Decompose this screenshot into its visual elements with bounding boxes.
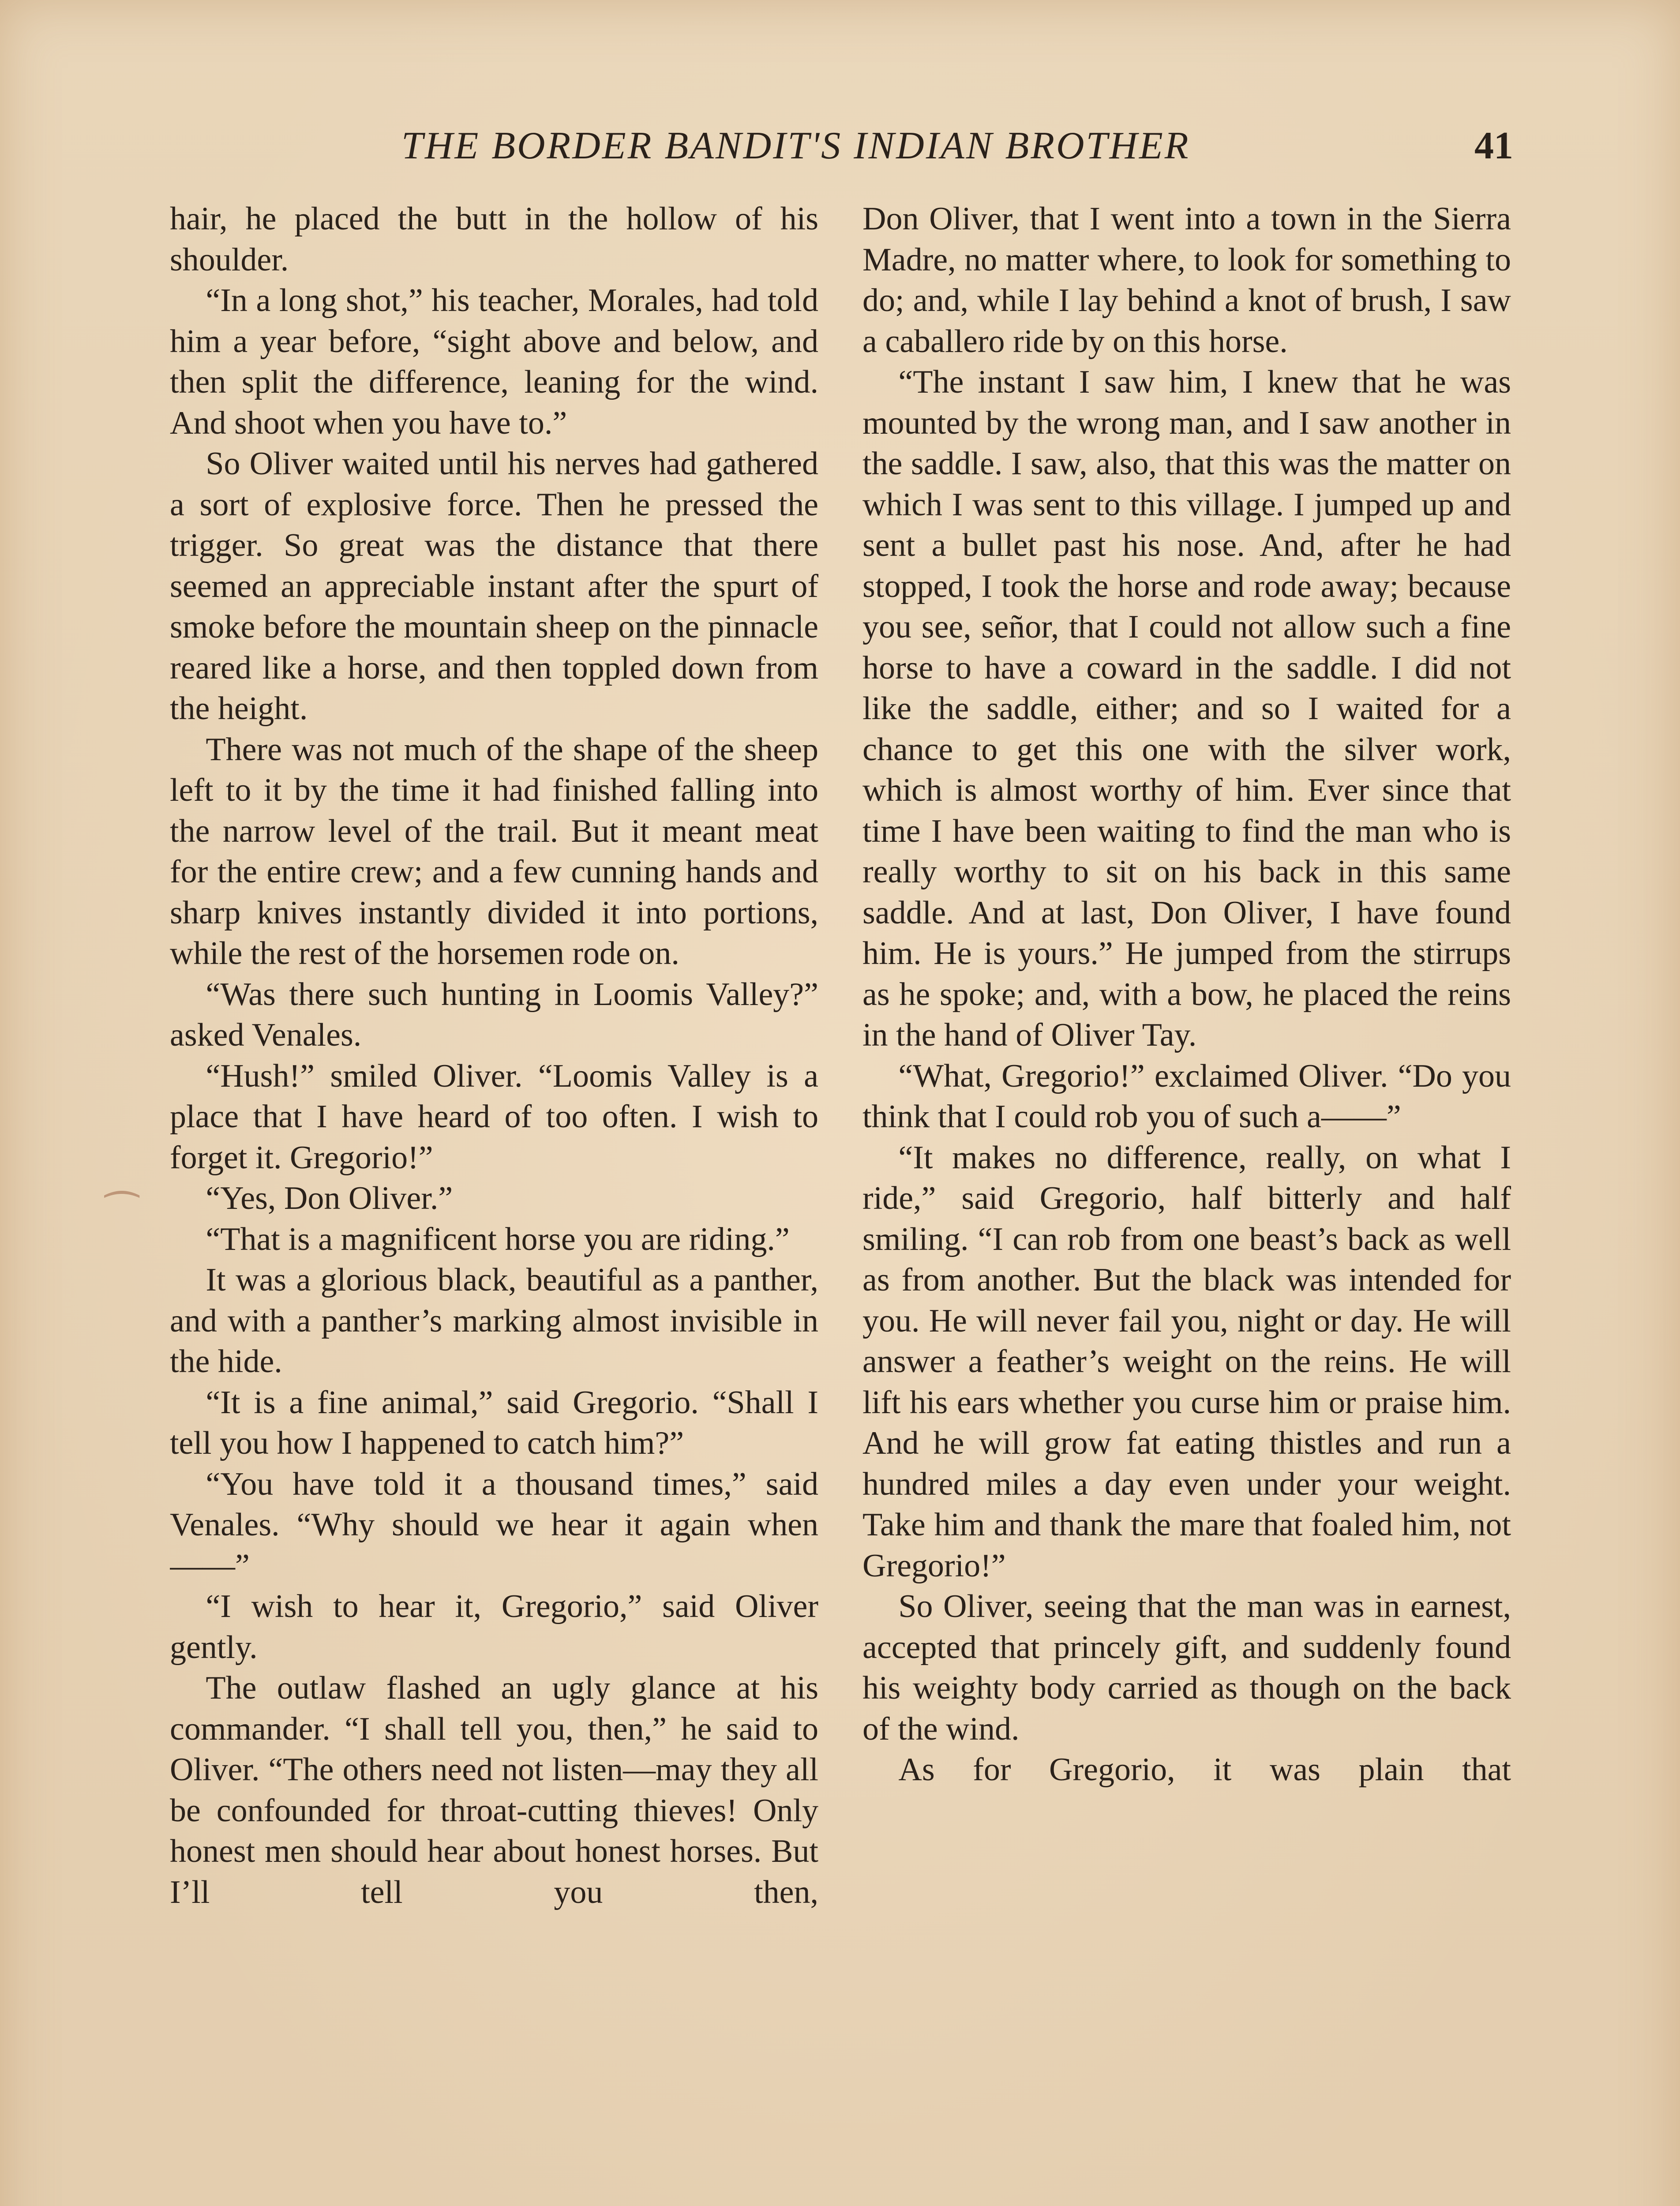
paragraph: It was a glorious black, beautiful as a panther, and with a panther’s marking almost invisible in the hide.: [170, 1262, 818, 1380]
paragraph: As for Gregorio, it was plain that: [898, 1752, 1511, 1788]
paragraph: “Yes, Don Oliver.”: [206, 1180, 453, 1216]
paragraph: “I wish to hear it, Gregorio,” said Oliver gently.: [170, 1588, 818, 1666]
margin-mark: ⁀: [106, 1193, 138, 1237]
paragraph: “What, Gregorio!” exclaimed Oliver. “Do you think that I could rob you of such a——”: [862, 1058, 1511, 1135]
paragraph: “That is a magnificent horse you are riding.”: [206, 1221, 790, 1257]
paragraph: “Hush!” smiled Oliver. “Loomis Valley is a place that I have heard of too often. I wish to forget it. Gregorio!”: [170, 1058, 818, 1176]
paragraph: “Was there such hunting in Loomis Valley?” asked Venales.: [170, 976, 818, 1053]
paragraph: “It makes no difference, really, on what I ride,” said Gregorio, half bitterly and half smiling. “I can rob from one beast’s back as well as from another. But the black was intended for you. He will never fail you, night or day. He will answer a feather’s weight on the reins. He will lift his ears whether you curse him or praise him. And he will grow fat eating thistles and run a hundred miles a day even under your weight. Take him and thank the mare that foaled him, not Gregorio!”: [862, 1139, 1511, 1584]
page-header: [176, 124, 1513, 176]
paragraph: Don Oliver, that I went into a town in the Sierra Madre, no matter where, to look for something to do; and, while I lay behind a knot of brush, I saw a caballero ride by on this horse.: [862, 201, 1511, 360]
paragraph: So Oliver waited until his nerves had gathered a sort of explosive force. Then he pressed the trigger. So great was the distance that there seemed an appreciable instant after the spurt of smoke before the mountain sheep on the pinnacle reared like a horse, and then toppled down from the height.: [170, 446, 818, 727]
paragraph: hair, he placed the butt in the hollow of his shoulder.: [170, 201, 818, 278]
paragraph: “You have told it a thousand times,” said Venales. “Why should we hear it again when——”: [170, 1466, 818, 1584]
page-number: 41: [1474, 124, 1513, 167]
paragraph: The outlaw flashed an ugly glance at his commander. “I shall tell you, then,” he said to Oliver. “The others need not listen—may they all be confounded for throat-cutting thieves! Only honest men should hear about honest horses. But I’ll tell you then,: [170, 1670, 818, 1910]
paragraph: “The instant I saw him, I knew that he was mounted by the wrong man, and I saw another in the saddle. I saw, also, that this was the matter on which I was sent to this village. I jumped up and sent a bullet past his nose. And, after he had stopped, I took the horse and rode away; because you see, señor, that I could not allow such a fine horse to have a coward in the saddle. I did not like the saddle, either; and so I waited for a chance to get this one with the silver work, which is almost worthy of him. Ever since that time I have been waiting to find the man who is really worthy to sit on his back in this same saddle. And at last, Don Oliver, I have found him. He is yours.” He jumped from the stirrups as he spoke; and, with a bow, he placed the reins in the hand of Oliver Tay.: [862, 364, 1511, 1053]
paragraph: “It is a fine animal,” said Gregorio. “Shall I tell you how I happened to catch him?”: [170, 1384, 818, 1461]
paragraph: “In a long shot,” his teacher, Morales, had told him a year before, “sight above and below, and then split the difference, leaning for the wind. And shoot when you have to.”: [170, 282, 818, 441]
paragraph: There was not much of the shape of the sheep left to it by the time it had finished falling into the narrow level of the trail. But it meant meat for the entire crew; and a few cunning hands and sharp knives instantly divided it into portions, while the rest of the horsemen rode on.: [170, 731, 818, 972]
right-text-column: [862, 199, 1511, 2206]
running-title: THE BORDER BANDIT'S INDIAN BROTHER: [401, 124, 1190, 167]
left-text-column: [170, 199, 818, 2206]
paragraph: So Oliver, seeing that the man was in earnest, accepted that princely gift, and suddenly found his weighty body carried as though on the back of the wind.: [862, 1588, 1511, 1747]
